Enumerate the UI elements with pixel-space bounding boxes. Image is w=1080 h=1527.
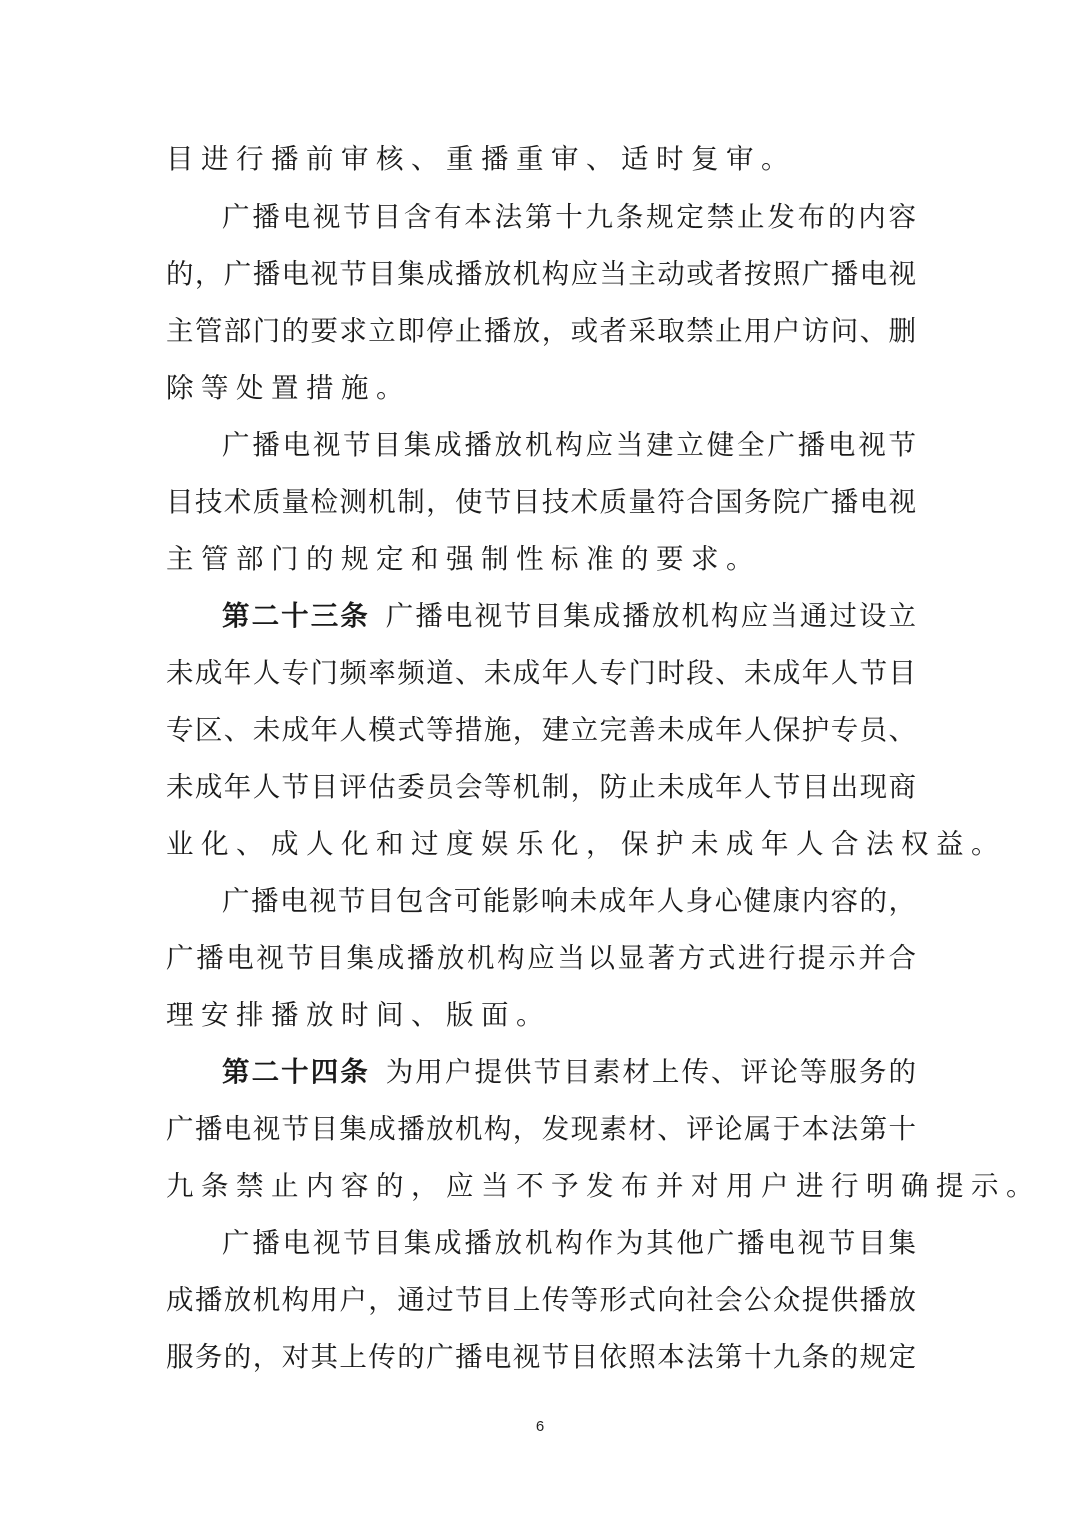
text-line: 九条禁止内容的，应当不予发布并对用户进行明确提示。 [166, 1170, 1041, 1202]
text-line: 未成年人专门频率频道、未成年人专门时段、未成年人节目 [166, 657, 916, 689]
text-line: 广播电视节目集成播放机构，发现素材、评论属于本法第十 [166, 1113, 916, 1145]
text-line: 服务的，对其上传的广播电视节目依照本法第十九条的规定 [166, 1341, 916, 1373]
page-number: 6 [535, 1418, 545, 1435]
text-line: 业化、成人化和过度娱乐化，保护未成年人合法权益。 [166, 828, 1006, 860]
text-line: 为用户提供节目素材上传、评论等服务的 [383, 1056, 917, 1088]
article-24-first-line [222, 1052, 916, 1092]
text-line: 广播电视节目集成播放机构作为其他广播电视节目集 [222, 1227, 916, 1259]
article-heading: 第二十三条 [222, 600, 370, 632]
article-heading: 第二十四条 [222, 1056, 370, 1088]
text-line: 的，广播电视节目集成播放机构应当主动或者按照广播电视 [166, 258, 916, 290]
text-line: 成播放机构用户，通过节目上传等形式向社会公众提供播放 [166, 1284, 916, 1316]
text-line: 主管部门的要求立即停止播放，或者采取禁止用户访问、删 [166, 315, 916, 347]
text-line: 目技术质量检测机制，使节目技术质量符合国务院广播电视 [166, 486, 916, 518]
text-line: 广播电视节目含有本法第十九条规定禁止发布的内容 [222, 201, 916, 233]
text-line: 未成年人节目评估委员会等机制，防止未成年人节目出现商 [166, 771, 916, 803]
text-line: 广播电视节目集成播放机构应当建立健全广播电视节 [222, 429, 916, 461]
article-23-first-line [222, 596, 916, 636]
text-line: 理安排播放时间、版面。 [166, 999, 551, 1031]
text-line: 广播电视节目集成播放机构应当通过设立 [383, 600, 917, 632]
text-line: 目进行播前审核、重播重审、适时复审。 [166, 143, 796, 175]
text-line: 广播电视节目集成播放机构应当以显著方式进行提示并合 [166, 942, 916, 974]
text-line: 除等处置措施。 [166, 372, 411, 404]
text-line: 专区、未成年人模式等措施，建立完善未成年人保护专员、 [166, 714, 916, 746]
text-line: 主管部门的规定和强制性标准的要求。 [166, 543, 761, 575]
text-line: 广播电视节目包含可能影响未成年人身心健康内容的， [222, 885, 916, 917]
